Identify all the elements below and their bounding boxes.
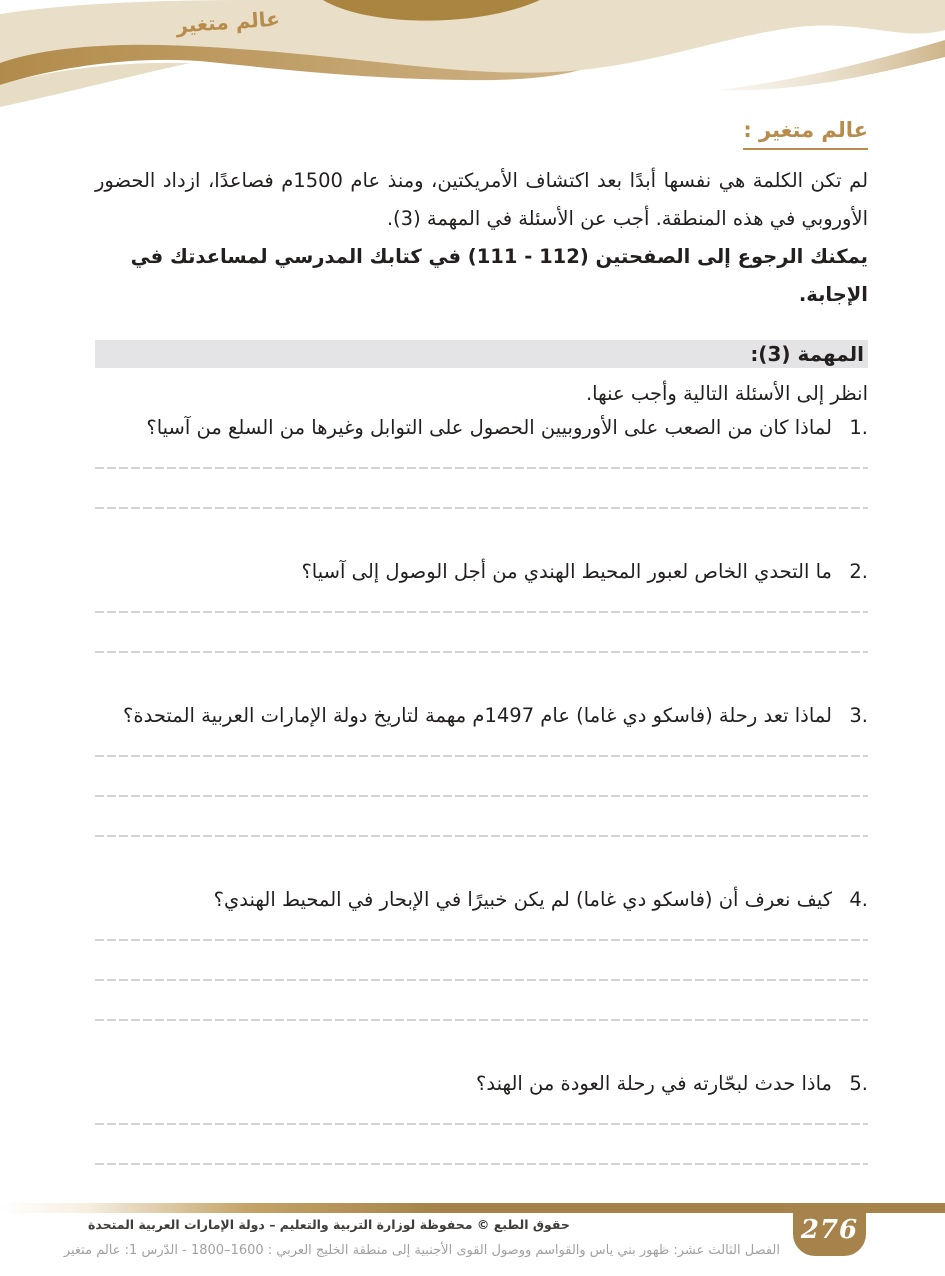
answer-line xyxy=(95,941,868,981)
answer-area xyxy=(95,1099,868,1165)
question-block xyxy=(95,413,868,509)
answer-line xyxy=(95,797,868,837)
question-block xyxy=(95,701,868,837)
answer-area xyxy=(95,731,868,837)
question-text: لماذا كان من الصعب على الأوروبيين الحصول على التوابل وغيرها من السلع من آسيا؟ xyxy=(146,416,832,439)
section-title: عالم متغير : xyxy=(743,118,868,150)
answer-line xyxy=(95,981,868,1021)
question-number: 3. xyxy=(849,704,868,727)
answer-line xyxy=(95,587,868,613)
question-row xyxy=(95,1069,868,1099)
question-row xyxy=(95,885,868,915)
question-row xyxy=(95,557,868,587)
question-block xyxy=(95,885,868,1021)
answer-line xyxy=(95,1099,868,1125)
answer-line xyxy=(95,915,868,941)
answer-line xyxy=(95,1125,868,1165)
task-title: المهمة (3): xyxy=(750,342,864,366)
header-wave-decoration xyxy=(0,0,945,115)
header-ribbon-title: عالم متغير xyxy=(175,6,281,38)
answer-line xyxy=(95,757,868,797)
reference-note-prefix: يمكنك الرجوع إلى الصفحتين ( xyxy=(579,245,868,268)
wave-right-echo xyxy=(718,40,945,90)
question-row xyxy=(95,701,868,731)
question-list xyxy=(95,413,868,1165)
reference-pages: 111 - 112 xyxy=(476,245,580,268)
question-row xyxy=(95,413,868,443)
answer-line xyxy=(95,443,868,469)
page-number: 276 xyxy=(800,1214,859,1245)
question-text: ما التحدي الخاص لعبور المحيط الهندي من أجل الوصول إلى آسيا؟ xyxy=(301,560,832,583)
question-text: ماذا حدث لبحّارته في رحلة العودة من الهند؟ xyxy=(476,1072,832,1095)
copyright-text: حقوق الطبع © محفوظة لوزارة التربية والتعليم – دولة الإمارات العربية المتحدة xyxy=(88,1217,570,1232)
answer-area xyxy=(95,443,868,509)
page-number-badge xyxy=(793,1203,866,1256)
intro-paragraph: لم تكن الكلمة هي نفسها أبدًا بعد اكتشاف الأمريكتين، ومنذ عام 1500م فصاعدًا، ازداد الحضور الأوروبي في هذه المنطقة. أجب عن الأسئلة في المهمة (3). xyxy=(95,169,869,230)
answer-area xyxy=(95,587,868,653)
question-text: كيف نعرف أن (فاسكو دي غاما) لم يكن خبيرًا في الإبحار في المحيط الهندي؟ xyxy=(213,888,832,911)
task-header-bar xyxy=(95,340,868,368)
worksheet-content xyxy=(95,112,868,1213)
question-text: لماذا تعد رحلة (فاسكو دي غاما) عام 1497م مهمة لتاريخ دولة الإمارات العربية المتحدة؟ xyxy=(123,704,832,727)
question-number: 5. xyxy=(849,1072,868,1095)
answer-area xyxy=(95,915,868,1021)
section-title-row xyxy=(95,118,868,150)
question-number: 2. xyxy=(849,560,868,583)
question-block xyxy=(95,1069,868,1165)
answer-line xyxy=(95,613,868,653)
question-number: 4. xyxy=(849,888,868,911)
question-block xyxy=(95,557,868,653)
question-number: 1. xyxy=(849,416,868,439)
answer-line xyxy=(95,731,868,757)
reference-note-suffix: ) في كتابك المدرسي لمساعدتك في الإجابة. xyxy=(130,245,868,306)
chapter-info: الفصل الثالث عشر: ظهور بني ياس والقواسم ووصول القوى الأجنبية إلى منطقة الخليج العربي : 1600–1800 - الدّرس 1: عالم متغير xyxy=(63,1243,780,1258)
task-instruction: انظر إلى الأسئلة التالية وأجب عنها. xyxy=(585,382,868,405)
reference-note xyxy=(95,238,868,314)
answer-line xyxy=(95,469,868,509)
